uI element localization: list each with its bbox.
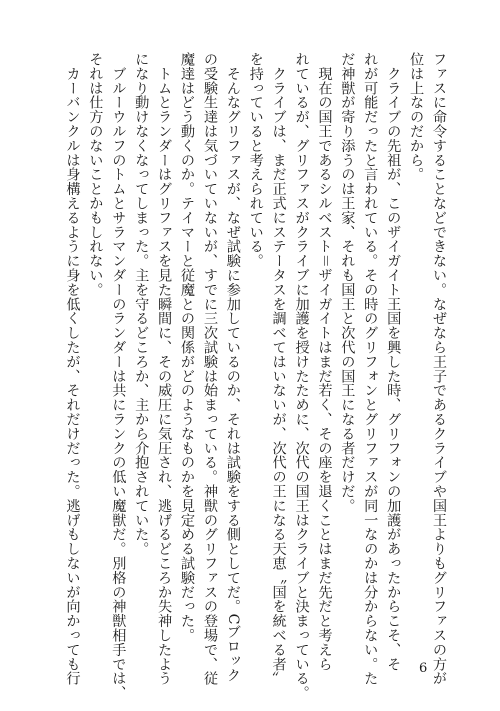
text-line: ブルーウルフのトムとサラマンダーのランダーは共にランクの低い魔獣だ。別格の神獣相手では、 [110,52,127,700]
text-line: の受験生達は気づいていないが、すでに三次試験は始まっている。神獣のグリファスの登場で、従 [201,52,218,686]
text-line: クライブの先祖が、このザイガイト王国を興した時、グリフォンの加護があったからこそ、そ [385,52,402,672]
text-line: れているが、グリファスがクライブに加護を授けたために、次代の国王はクライブと決まっている。 [293,52,310,700]
text-line: ファスに命令することなどできない。なぜなら王子であるクライブや国王よりもグリファスの方が [431,52,447,686]
body-text [40,52,450,700]
text-line: そんなグリファスが、なぜ試験に参加しているのか、それは試験をする側としてだ。Cブロック [224,52,241,683]
text-line: それは仕方のないことかもしれない。 [87,52,104,297]
text-line: トムとランダーはグリファスを見た瞬間に、その威圧に気圧され、逃げるどころか失神したよう [156,52,173,686]
text-line: 位は上なのだから。 [408,52,425,182]
text-line: 魔達はどう動くのか。テイマーと従魔との関係がどのようなものかを見定める試験だった。 [179,52,196,643]
text-line: クライブは、まだ正式にステータスを調べてはいないが、次代の王になる天恵〝国を統べる者〟 [270,52,287,686]
text-line: を持っていると考えられている。 [247,52,264,268]
text-line: 現在の国王であるシルベスト＝ザイガイトはまだ若く、その座を退くことはまだ先だと考えら [316,52,333,672]
text-line: になり動けなくなってしまった。主を守るどころか、主から介抱されていた。 [133,52,150,556]
text-line: れが可能だったと言われている。その時のグリフォンとグリファスが同一なのかは分からない。た [362,52,379,686]
text-line: だ神獣が寄り添うのは王家、それも国王と次代の国王になる者だけだ。 [339,52,356,513]
page-number: 6 [419,661,428,676]
text-line: カーバンクルは身構えるように身を低くしたが、それだけだった。逃げもしないが向かっても行 [64,52,81,686]
